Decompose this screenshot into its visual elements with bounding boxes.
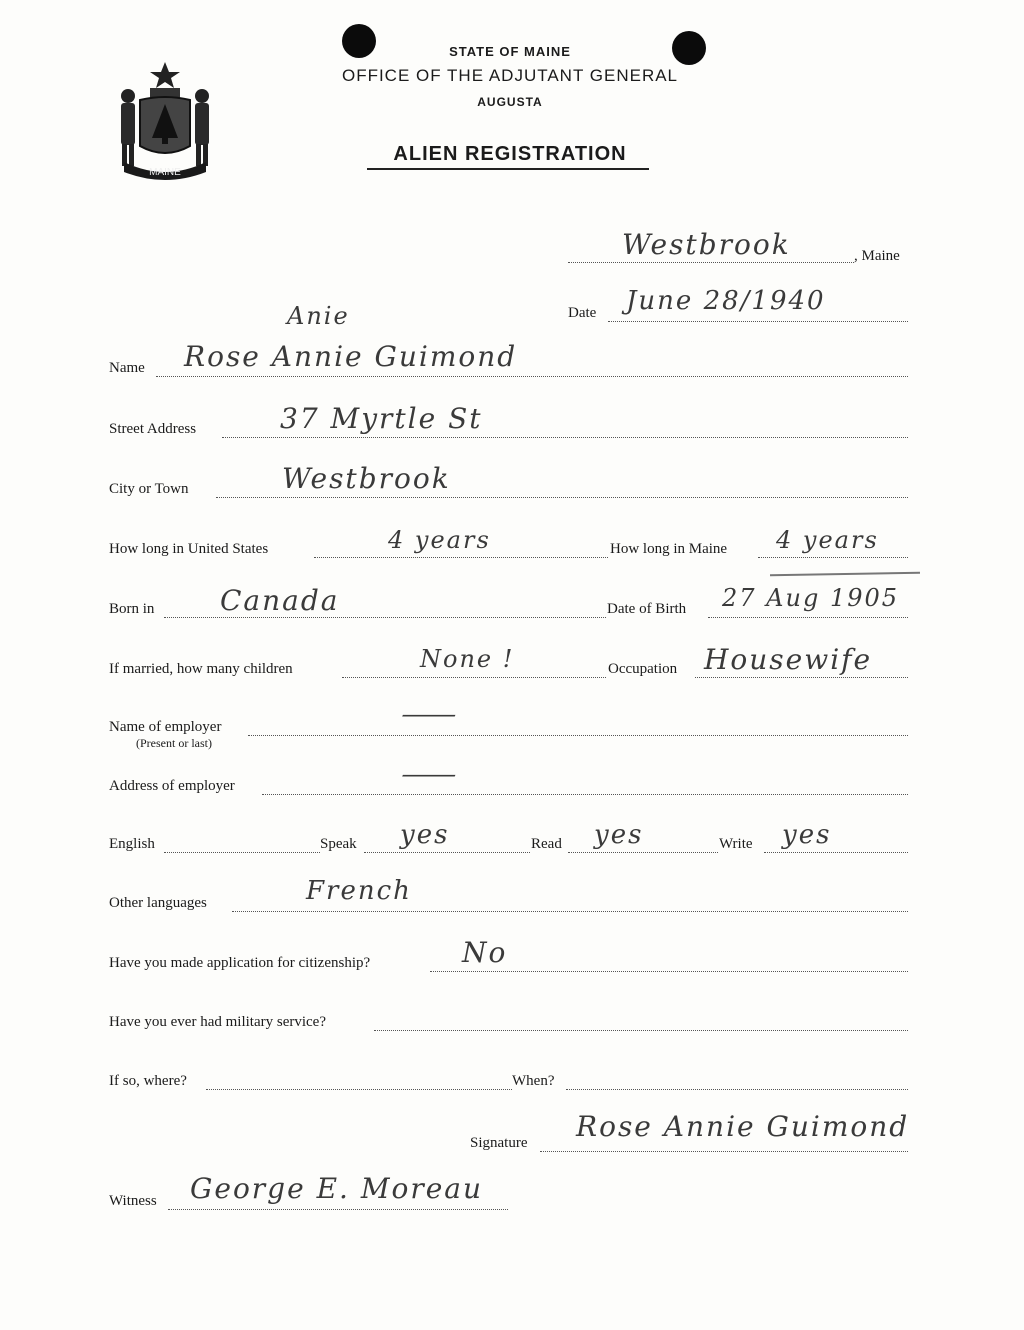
children-label: If married, how many children [109, 661, 293, 677]
how-long-us-value: 4 years [388, 526, 491, 554]
when-line [566, 1089, 908, 1090]
witness-line [168, 1209, 508, 1210]
date-value: June 28/1940 [626, 286, 826, 316]
english-line [164, 852, 320, 853]
write-value: yes [782, 820, 832, 850]
state-heading: STATE OF MAINE [449, 44, 571, 59]
place-label: , Maine [854, 248, 900, 264]
citizenship-label: Have you made application for citizenship? [109, 955, 371, 971]
employer-address-label: Address of employer [109, 778, 235, 794]
speak-line [364, 852, 530, 853]
street-address-line [222, 437, 908, 438]
children-line [342, 677, 606, 678]
employer-name-label: Name of employer [109, 719, 222, 735]
how-long-maine-label: How long in Maine [610, 541, 728, 557]
witness-label: Witness [109, 1193, 157, 1209]
name-line [156, 376, 908, 377]
street-address-label: Street Address [109, 421, 197, 437]
how-long-us-label: How long in United States [109, 541, 269, 557]
read-label: Read [531, 836, 562, 852]
name-correction: Anie [287, 302, 350, 330]
form-title: ALIEN REGISTRATION [393, 143, 627, 165]
date-of-birth-label: Date of Birth [607, 601, 687, 617]
city-heading: AUGUSTA [477, 95, 543, 109]
other-languages-line [232, 911, 908, 912]
date-of-birth-value: 27 Aug 1905 [722, 584, 900, 612]
witness-value: George E. Moreau [190, 1172, 484, 1205]
english-label: English [109, 836, 155, 852]
citizenship-value: No [462, 936, 508, 969]
title-underline [367, 168, 649, 170]
street-address-value: 37 Myrtle St [280, 402, 483, 435]
how-long-maine-value: 4 years [776, 526, 879, 554]
date-of-birth-line [708, 617, 908, 618]
children-value: None ! [420, 645, 515, 673]
speak-value: yes [400, 820, 450, 850]
svg-text:MAINE: MAINE [149, 167, 181, 178]
occupation-value: Housewife [704, 643, 873, 676]
signature-label: Signature [470, 1135, 528, 1151]
city-or-town-value: Westbrook [282, 462, 451, 495]
place-line [568, 262, 854, 263]
employer-address-value: — [400, 760, 463, 788]
military-label: Have you ever had military service? [109, 1014, 326, 1030]
where-label: If so, where? [109, 1073, 187, 1089]
state-seal-icon [110, 58, 220, 182]
occupation-line [695, 677, 908, 678]
occupation-label: Occupation [608, 661, 678, 677]
other-languages-value: French [306, 876, 412, 906]
speak-label: Speak [320, 836, 357, 852]
how-long-maine-line [758, 557, 908, 558]
date-label: Date [568, 305, 597, 321]
place-value: Westbrook [622, 228, 791, 261]
how-long-maine-underline [770, 572, 920, 577]
signature-value: Rose Annie Guimond [576, 1110, 910, 1143]
signature-line [540, 1151, 908, 1152]
employer-address-line [262, 794, 908, 795]
born-in-value: Canada [220, 584, 340, 617]
born-in-line [164, 617, 606, 618]
born-in-label: Born in [109, 601, 155, 617]
where-line [206, 1089, 512, 1090]
employer-name-line [248, 735, 908, 736]
write-label: Write [719, 836, 753, 852]
military-line [374, 1030, 908, 1031]
citizenship-line [430, 971, 908, 972]
name-value: Rose Annie Guimond [184, 340, 518, 373]
write-line [764, 852, 908, 853]
read-value: yes [594, 820, 644, 850]
name-label: Name [109, 360, 145, 376]
office-heading: OFFICE OF THE ADJUTANT GENERAL [341, 66, 679, 85]
read-line [568, 852, 718, 853]
how-long-us-line [314, 557, 608, 558]
employer-name-value: — [400, 700, 463, 728]
when-label: When? [512, 1073, 555, 1089]
date-line [608, 321, 908, 322]
city-or-town-label: City or Town [109, 481, 189, 497]
other-languages-label: Other languages [109, 895, 207, 911]
employer-name-sublabel: (Present or last) [136, 736, 212, 750]
city-or-town-line [216, 497, 908, 498]
